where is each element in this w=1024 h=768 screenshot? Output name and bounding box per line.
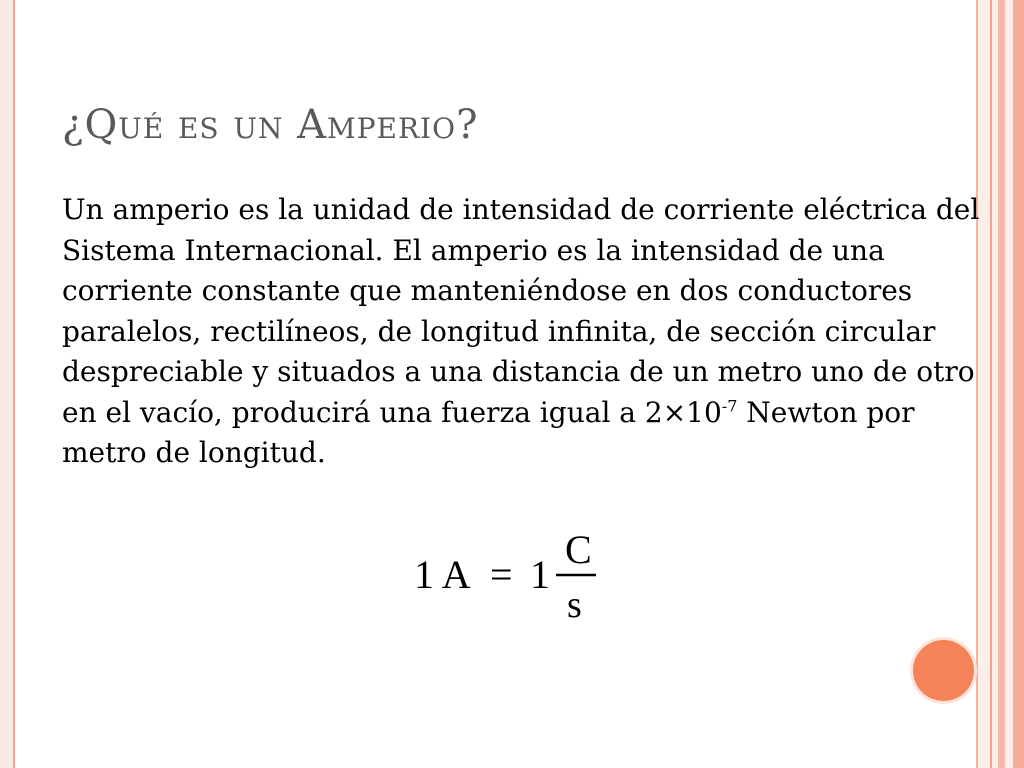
formula-numerator: C: [565, 527, 592, 572]
right-border-stripes: [976, 0, 1024, 768]
formula-coefficient: 1: [530, 552, 550, 597]
formula-lhs: 1 A: [414, 552, 471, 597]
left-border-stripe: [0, 0, 15, 768]
body-text-end: Newton por metro de longitud.: [62, 395, 915, 469]
formula-equals: =: [490, 552, 513, 597]
right-stripe: [1005, 0, 1013, 768]
slide-title: ¿Qué es un Amperio?: [62, 102, 479, 148]
body-paragraph: [62, 190, 982, 474]
accent-circle: [913, 640, 974, 701]
ampere-formula: [412, 525, 612, 625]
exponent: -7: [721, 396, 738, 416]
body-text-main: Un amperio es la unidad de intensidad de corriente eléctrica del Sistema Internacional. El amperio es la intensidad de una corriente constante que manteniéndose en dos conductores paralelos, rectilíneos, de longitud infinita, de sección circular despreciable y situados a una distancia de un metro uno de otro en el vacío, producirá una fuerza igual a 2×10: [62, 193, 980, 429]
right-stripe: [998, 0, 1005, 768]
right-stripe: [1013, 0, 1024, 768]
formula-denominator: s: [567, 584, 582, 625]
